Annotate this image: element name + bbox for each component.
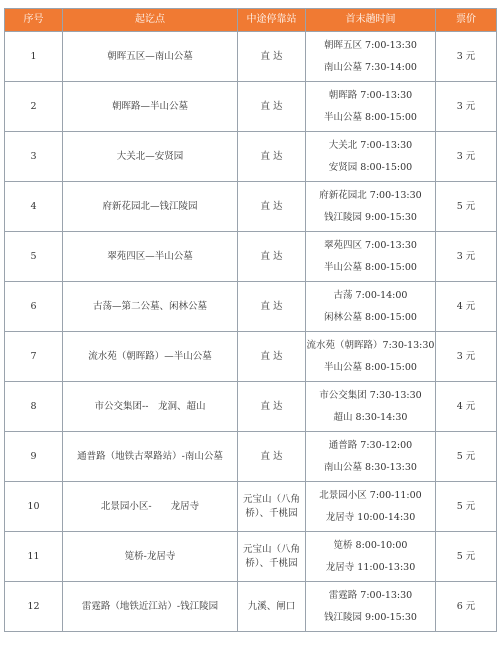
route-cell: 朝晖路—半山公墓 xyxy=(63,82,238,132)
price-cell: 4 元 xyxy=(436,382,497,432)
time-line: 南山公墓 8:30-13:30 xyxy=(324,461,417,473)
stops-line: 直 达 xyxy=(260,400,283,412)
route-cell: 雷霆路（地铁近江站）-钱江陵园 xyxy=(63,582,238,632)
route-cell: 通普路（地铁古翠路站）-南山公墓 xyxy=(63,432,238,482)
price-cell: 6 元 xyxy=(436,582,497,632)
table-row xyxy=(5,182,497,232)
bus-schedule-table xyxy=(4,8,497,632)
time-line: 钱江陵园 9:00-15:30 xyxy=(324,211,417,223)
table-row xyxy=(5,232,497,282)
time-line: 流水苑（朝晖路）7:30-13:30 xyxy=(306,339,435,351)
price-cell: 3 元 xyxy=(436,132,497,182)
route-cell: 流水苑（朝晖路）—半山公墓 xyxy=(63,332,238,382)
times-cell xyxy=(306,32,436,82)
table-row xyxy=(5,332,497,382)
header-row xyxy=(5,9,497,32)
stops-cell xyxy=(238,132,306,182)
header-stops: 中途停靠站 xyxy=(238,9,306,32)
time-line: 翠苑四区 7:00-13:30 xyxy=(324,239,417,251)
time-line: 笕桥 8:00-10:00 xyxy=(333,539,408,551)
price-cell: 5 元 xyxy=(436,532,497,582)
row-number: 10 xyxy=(5,482,63,532)
stops-line: 直 达 xyxy=(260,100,283,112)
route-cell: 府新花园北—钱江陵园 xyxy=(63,182,238,232)
price-cell: 5 元 xyxy=(436,432,497,482)
stops-line: 直 达 xyxy=(260,450,283,462)
times-cell xyxy=(306,432,436,482)
row-number: 5 xyxy=(5,232,63,282)
times-cell xyxy=(306,382,436,432)
price-cell: 3 元 xyxy=(436,232,497,282)
stops-line: 直 达 xyxy=(260,350,283,362)
times-cell xyxy=(306,282,436,332)
route-cell: 大关北—安贤园 xyxy=(63,132,238,182)
time-line: 半山公墓 8:00-15:00 xyxy=(324,361,417,373)
table-row xyxy=(5,432,497,482)
times-cell xyxy=(306,482,436,532)
price-cell: 3 元 xyxy=(436,32,497,82)
time-line: 通普路 7:30-12:00 xyxy=(328,439,413,451)
row-number: 6 xyxy=(5,282,63,332)
price-cell: 4 元 xyxy=(436,282,497,332)
time-line: 半山公墓 8:00-15:00 xyxy=(324,261,417,273)
time-line: 市公交集团 7:30-13:30 xyxy=(319,389,422,401)
row-number: 4 xyxy=(5,182,63,232)
time-line: 龙居寺 10:00-14:30 xyxy=(325,511,416,523)
stops-line: 桥）、千桃园 xyxy=(245,557,298,569)
price-cell: 3 元 xyxy=(436,332,497,382)
header-times: 首末趟时间 xyxy=(306,9,436,32)
price-cell: 3 元 xyxy=(436,82,497,132)
price-cell: 5 元 xyxy=(436,182,497,232)
table-row xyxy=(5,32,497,82)
times-cell xyxy=(306,582,436,632)
route-cell: 古荡—第二公墓、闲林公墓 xyxy=(63,282,238,332)
time-line: 北景园小区 7:00-11:00 xyxy=(319,489,422,501)
stops-line: 直 达 xyxy=(260,200,283,212)
header-route: 起讫点 xyxy=(63,9,238,32)
stops-cell xyxy=(238,582,306,632)
row-number: 3 xyxy=(5,132,63,182)
stops-cell xyxy=(238,232,306,282)
table-row xyxy=(5,532,497,582)
time-line: 朝晖五区 7:00-13:30 xyxy=(324,39,417,51)
row-number: 1 xyxy=(5,32,63,82)
time-line: 雷霆路 7:00-13:30 xyxy=(328,589,413,601)
route-cell: 北景园小区- 龙居寺 xyxy=(63,482,238,532)
row-number: 7 xyxy=(5,332,63,382)
time-line: 朝晖路 7:00-13:30 xyxy=(328,89,413,101)
table-body xyxy=(5,32,497,632)
stops-cell xyxy=(238,432,306,482)
row-number: 2 xyxy=(5,82,63,132)
time-line: 南山公墓 7:30-14:00 xyxy=(324,61,417,73)
table-row xyxy=(5,82,497,132)
stops-line: 桥）、千桃园 xyxy=(245,507,298,519)
route-cell: 翠苑四区—半山公墓 xyxy=(63,232,238,282)
stops-line: 直 达 xyxy=(260,50,283,62)
stops-cell xyxy=(238,82,306,132)
stops-cell xyxy=(238,182,306,232)
stops-line: 元宝山（八角 xyxy=(242,493,300,505)
row-number: 9 xyxy=(5,432,63,482)
time-line: 大关北 7:00-13:30 xyxy=(328,139,413,151)
table-row xyxy=(5,382,497,432)
row-number: 11 xyxy=(5,532,63,582)
time-line: 古荡 7:00-14:00 xyxy=(333,289,408,301)
header-no: 序号 xyxy=(5,9,63,32)
stops-line: 直 达 xyxy=(260,300,283,312)
stops-cell xyxy=(238,32,306,82)
time-line: 超山 8:30-14:30 xyxy=(333,411,408,423)
price-cell: 5 元 xyxy=(436,482,497,532)
row-number: 12 xyxy=(5,582,63,632)
times-cell xyxy=(306,82,436,132)
stops-line: 元宝山（八角 xyxy=(242,543,300,555)
route-cell: 笕桥-龙居寺 xyxy=(63,532,238,582)
stops-line: 直 达 xyxy=(260,150,283,162)
times-cell xyxy=(306,532,436,582)
times-cell xyxy=(306,332,436,382)
times-cell xyxy=(306,132,436,182)
stops-cell xyxy=(238,482,306,532)
stops-line: 九溪、闸口 xyxy=(247,600,296,612)
time-line: 半山公墓 8:00-15:00 xyxy=(324,111,417,123)
time-line: 安贤园 8:00-15:00 xyxy=(328,161,413,173)
stops-line: 直 达 xyxy=(260,250,283,262)
header-price: 票价 xyxy=(436,9,497,32)
route-cell: 朝晖五区—南山公墓 xyxy=(63,32,238,82)
table-row xyxy=(5,582,497,632)
time-line: 龙居寺 11:00-13:30 xyxy=(325,561,416,573)
table-row xyxy=(5,282,497,332)
stops-cell xyxy=(238,332,306,382)
stops-cell xyxy=(238,382,306,432)
times-cell xyxy=(306,232,436,282)
table-row xyxy=(5,482,497,532)
table-row xyxy=(5,132,497,182)
time-line: 府新花园北 7:00-13:30 xyxy=(319,189,422,201)
stops-cell xyxy=(238,532,306,582)
time-line: 闲林公墓 8:00-15:00 xyxy=(324,311,417,323)
time-line: 钱江陵园 9:00-15:30 xyxy=(324,611,417,623)
row-number: 8 xyxy=(5,382,63,432)
times-cell xyxy=(306,182,436,232)
stops-cell xyxy=(238,282,306,332)
route-cell: 市公交集团-- 龙洞、超山 xyxy=(63,382,238,432)
